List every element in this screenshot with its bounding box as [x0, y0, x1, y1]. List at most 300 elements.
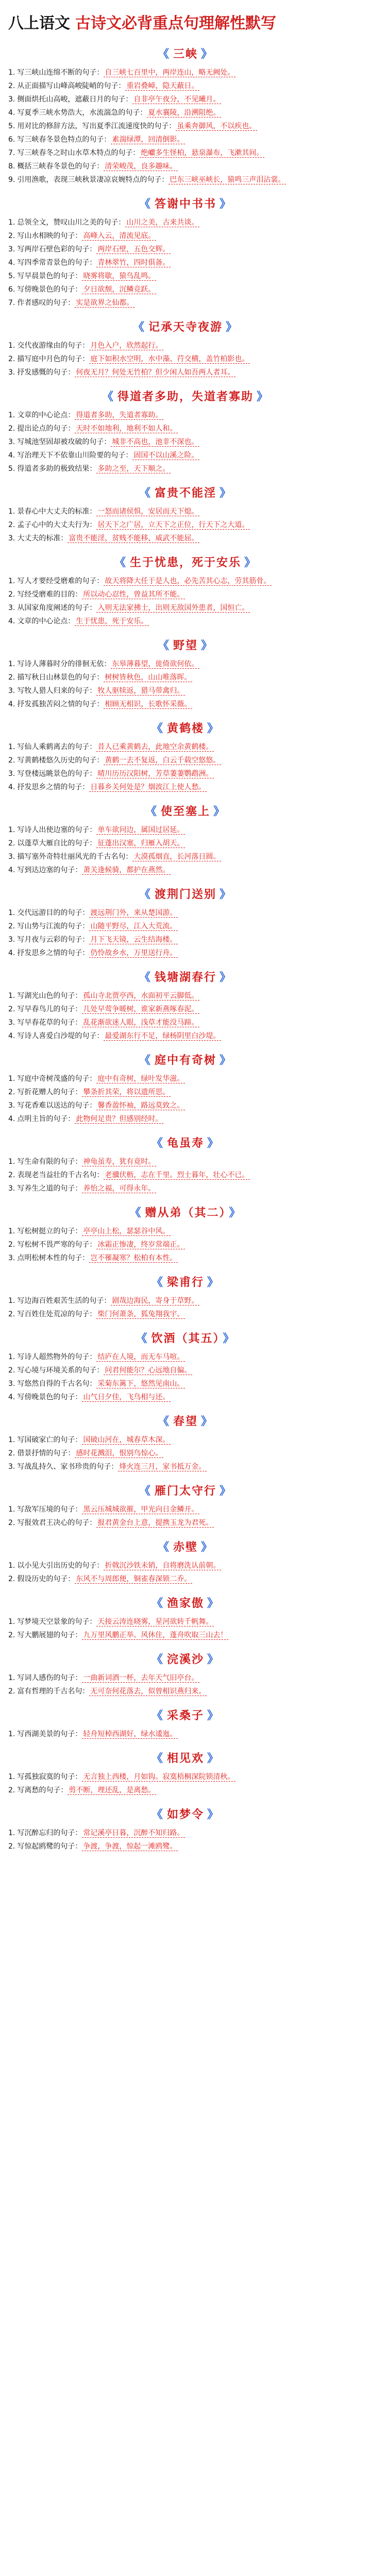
question-number: 2. — [8, 1310, 15, 1318]
question-item — [8, 920, 363, 933]
question-number: 3. — [8, 853, 15, 861]
section-title-text: 记承天寺夜游 — [148, 320, 223, 334]
answer-text: 报君黄金台上意，提携玉龙为君死。 — [97, 1519, 213, 1527]
question-item — [8, 1295, 363, 1307]
question-text: 写牧人猎人归来的句子： — [17, 687, 97, 695]
question-item — [8, 1827, 363, 1839]
title-bracket-left: 《 — [132, 320, 145, 334]
question-number: 1. — [8, 1618, 15, 1626]
question-text: 写山势与江流的句子： — [17, 922, 90, 930]
question-text: 写早晨景色的句子： — [17, 272, 82, 280]
title-bracket-right: 》 — [220, 1054, 232, 1067]
answer-text: 争渡，争渡，惊起一滩鸥鹭。 — [83, 1842, 177, 1851]
question-number: 5. — [8, 465, 15, 473]
section-title — [8, 1806, 363, 1822]
question-number: 1. — [8, 218, 15, 227]
question-item — [8, 754, 363, 767]
answer-text: 东风不与周郎便，铜雀春深锁二乔。 — [76, 1575, 192, 1583]
question-text: 描写庭中月色的句子： — [17, 355, 90, 363]
question-text: 写养生之道的句子： — [17, 1184, 82, 1193]
answer-text: 多助之至，天下顺之。 — [97, 465, 170, 473]
title-bracket-left: 《 — [151, 1808, 164, 1821]
question-number: 3. — [8, 534, 15, 543]
question-number: 2. — [8, 839, 15, 848]
title-bracket-right: 》 — [201, 1415, 214, 1428]
answer-text: 感时花溅泪，恨别鸟惊心。 — [76, 1449, 163, 1458]
answer-text: 亭亭山上松，瑟瑟谷中风。 — [83, 1227, 170, 1235]
question-item — [8, 1239, 363, 1251]
question-item — [8, 1517, 363, 1529]
answer-text: 剧哉边海民，寄身于草野。 — [112, 1297, 199, 1305]
section-title-text: 浣溪沙 — [166, 1653, 204, 1666]
question-number: 3. — [8, 1101, 15, 1110]
question-text: 文章的中心论点： — [17, 617, 75, 625]
title-bracket-right: 》 — [207, 722, 220, 735]
section-title-text: 庭中有奇树 — [154, 1054, 216, 1067]
page-header — [8, 5, 363, 38]
answer-text: 黑云压城城欲摧，甲光向日金鳞开。 — [83, 1505, 199, 1514]
answer-text: 黄鹤一去不复返，白云千载空悠悠。 — [105, 756, 221, 765]
question-text: 写松树挺立的句子： — [17, 1227, 82, 1235]
answer-text: 两岸石壁，五色交辉。 — [97, 245, 170, 253]
answer-text: 一曲新词酒一杯，去年天气旧亭台。 — [83, 1674, 199, 1682]
poem-section — [8, 886, 363, 959]
answer-text: 乱花渐欲迷人眼，浅草才能没马蹄。 — [83, 1019, 199, 1027]
question-text: 写傍晚景色的句子： — [17, 285, 82, 294]
question-number: 8. — [8, 162, 15, 171]
answer-text: 仍怜故乡水，万里送行舟。 — [90, 949, 177, 957]
question-item — [8, 1391, 363, 1403]
question-text: 写惊起鸥鹭的句子： — [17, 1842, 82, 1851]
question-number: 2. — [8, 1449, 15, 1458]
question-item — [8, 588, 363, 601]
question-number: 1. — [8, 507, 15, 516]
section-title-text: 赤壁 — [173, 1540, 198, 1554]
question-item — [8, 1784, 363, 1797]
question-item — [8, 1308, 363, 1320]
question-text: 引用渔歌，表现三峡秋景凄凉哀婉特点的句子： — [17, 176, 169, 184]
question-text: 写诗人出使边塞的句子： — [17, 826, 97, 834]
answer-text: 结庐在人境，而无车马喧。 — [97, 1353, 184, 1361]
question-text: 得道者多助的极致结果： — [17, 465, 97, 473]
question-item — [8, 1351, 363, 1363]
question-item — [8, 602, 363, 614]
question-number: 2. — [8, 232, 15, 240]
section-title — [8, 720, 363, 736]
poem-section — [8, 1482, 363, 1529]
section-title — [8, 1204, 363, 1220]
section-title — [8, 388, 363, 404]
answer-text: 城非不高也，池非不深也。 — [112, 438, 199, 446]
poem-section — [8, 720, 363, 793]
question-text: 从正面描写山峰高峻陡峭的句子： — [17, 82, 126, 90]
title-bracket-left: 《 — [151, 1752, 164, 1765]
question-text: 写松树不畏严寒的句子： — [17, 1241, 97, 1249]
title-bracket-left: 《 — [139, 1484, 151, 1498]
answer-text: 采菊东篱下，悠然见南山。 — [97, 1380, 184, 1388]
poem-section — [8, 1750, 363, 1797]
answer-text: 孤山寺北贾亭西，水面初平云脚低。 — [83, 992, 199, 1000]
question-number: 4. — [8, 783, 15, 791]
section-title-text: 春望 — [173, 1415, 198, 1428]
question-number: 1. — [8, 826, 15, 834]
question-number: 7. — [8, 299, 15, 307]
title-bracket-right: 》 — [207, 1709, 220, 1722]
poem-section — [8, 1134, 363, 1195]
question-text: 点明松树本性的句子： — [17, 1254, 90, 1262]
question-text: 写经受磨难的目的： — [17, 590, 82, 599]
answer-text: 山随平野尽，江入大荒流。 — [90, 922, 177, 930]
answer-text: 剪不断，理还乱，是离愁。 — [69, 1786, 156, 1794]
answer-text: 烽火连三月，家书抵万金。 — [119, 1463, 206, 1471]
question-number: 3. — [8, 1019, 15, 1027]
section-title — [8, 1482, 363, 1498]
question-number: 1. — [8, 1674, 15, 1682]
title-bracket-left: 《 — [114, 556, 127, 569]
answer-text: 月色入户，欣然起行。 — [90, 342, 163, 350]
question-number: 3. — [8, 95, 15, 104]
section-title-text: 野望 — [173, 639, 198, 652]
title-bracket-right: 》 — [207, 1276, 220, 1289]
question-number: 9. — [8, 176, 15, 184]
title-bracket-left: 《 — [151, 1709, 164, 1722]
question-text: 写孤独寂寞的句子： — [17, 1773, 82, 1781]
question-text: 写早春花草的句子： — [17, 1019, 82, 1027]
question-text: 提出论点的句子： — [17, 425, 75, 433]
question-number: 2. — [8, 1842, 15, 1851]
question-number: 2. — [8, 756, 15, 765]
title-bracket-right: 》 — [220, 888, 232, 901]
answer-text: 所以动心忍性，曾益其所不能。 — [83, 590, 184, 599]
question-text: 抒发孤独苦闷之情的句子： — [17, 700, 104, 708]
title-bracket-left: 《 — [139, 486, 151, 500]
answer-text: 轻舟短棹西湖好，绿水逶迤。 — [83, 1730, 177, 1738]
question-text: 抒发思乡之情的句子： — [17, 783, 90, 791]
question-number: 4. — [8, 866, 15, 874]
question-text: 作者感叹的句子： — [17, 299, 75, 307]
question-number: 2. — [8, 1687, 15, 1696]
question-number: 5. — [8, 272, 15, 280]
question-item — [8, 160, 363, 173]
question-item — [8, 1030, 363, 1042]
question-number: 1. — [8, 342, 15, 350]
question-text: 描写秋日山林景色的句子： — [17, 673, 104, 682]
question-number: 2. — [8, 922, 15, 930]
question-text: 景春心中大丈夫的标准： — [17, 507, 97, 516]
title-bracket-right: 》 — [229, 1206, 242, 1219]
question-number: 1. — [8, 1227, 15, 1235]
title-bracket-right: 》 — [220, 1484, 232, 1498]
question-number: 1. — [8, 1562, 15, 1570]
answer-text: 固国不以山溪之险。 — [133, 451, 199, 460]
question-text: 写折花赠人的句子： — [17, 1088, 82, 1096]
title-bracket-left: 《 — [129, 1206, 142, 1219]
question-number: 2. — [8, 1005, 15, 1013]
poem-section — [8, 1806, 363, 1853]
answer-text: 得道者多助，失道者寡助。 — [76, 411, 163, 419]
section-title — [8, 803, 363, 819]
question-number: 3. — [8, 245, 15, 253]
question-text: 写治理天下不依靠山川险要的句子： — [17, 451, 133, 460]
answer-text: 几处早莺争暖树，谁家新燕啄春泥。 — [83, 1005, 199, 1013]
page-subtitle: 古诗文必背重点句理解性默写 — [75, 14, 276, 32]
question-text: 写悠然自得的千古名句： — [17, 1380, 97, 1388]
section-title — [8, 1274, 363, 1290]
answer-text: 昔人已乘黄鹤去，此地空余黄鹤楼。 — [97, 743, 213, 751]
answer-text: 折戟沉沙铁未销，自将磨洗认前朝。 — [105, 1562, 221, 1570]
question-number: 1. — [8, 1436, 15, 1444]
section-title — [8, 484, 363, 500]
question-item — [8, 93, 363, 106]
question-number: 2. — [8, 1519, 15, 1527]
title-bracket-left: 《 — [157, 47, 170, 61]
section-title — [8, 1413, 363, 1429]
answer-text: 东皋薄暮望，徙倚欲何依。 — [112, 660, 199, 668]
question-item — [8, 1225, 363, 1238]
poem-section — [8, 318, 363, 379]
question-text: 写三峡春冬之时山水草木特点的句子： — [17, 149, 140, 157]
question-number: 4. — [8, 1115, 15, 1123]
section-title — [8, 1052, 363, 1067]
title-bracket-left: 《 — [157, 1540, 170, 1554]
answer-text: 牧人驱犊返，猎马带禽归。 — [97, 687, 184, 695]
question-number: 2. — [8, 1786, 15, 1794]
page-title: 八上语文 — [8, 14, 70, 32]
answer-text: 单车欲问边，属国过居延。 — [97, 826, 184, 834]
question-text: 从国家角度阐述的句子： — [17, 604, 97, 612]
question-text: 交代远游目的的句子： — [17, 909, 90, 917]
question-number: 4. — [8, 1032, 15, 1040]
section-title — [8, 1330, 363, 1346]
section-title — [8, 45, 363, 61]
answer-text: 此物何足贵？但感别经时。 — [76, 1115, 163, 1123]
section-title-text: 赠从弟（其二） — [145, 1206, 226, 1219]
question-number: 3. — [8, 368, 15, 377]
question-item — [8, 297, 363, 309]
answer-text: 月下飞天镜，云生结海楼。 — [90, 936, 177, 944]
question-number: 2. — [8, 82, 15, 90]
answer-text: 常记溪亭日暮，沉醉不知归路。 — [83, 1829, 184, 1837]
section-title — [8, 554, 363, 570]
question-item — [8, 851, 363, 863]
question-number: 1. — [8, 1505, 15, 1514]
question-item — [8, 449, 363, 462]
question-item — [8, 1629, 363, 1641]
question-number: 6. — [8, 135, 15, 144]
question-item — [8, 741, 363, 753]
title-bracket-right: 》 — [207, 1653, 220, 1666]
question-text: 写报效君王决心的句子： — [17, 1519, 97, 1527]
question-text: 假设历史的句子： — [17, 1575, 75, 1583]
title-bracket-left: 《 — [157, 639, 170, 652]
question-item — [8, 147, 363, 159]
question-number: 2. — [8, 1575, 15, 1583]
question-number: 2. — [8, 1631, 15, 1639]
question-text: 写诗人薄暮时分的徘徊无依： — [17, 660, 111, 668]
question-number: 2. — [8, 590, 15, 599]
section-title — [8, 1750, 363, 1766]
answer-text: 夕日欲颓，沉鳞竞跃。 — [83, 285, 156, 294]
question-number: 3. — [8, 936, 15, 944]
question-text: 写四季常青景色的句子： — [17, 259, 97, 267]
question-item — [8, 1503, 363, 1516]
question-item — [8, 1461, 363, 1473]
question-text: 以蓬草大雁自比的句子： — [17, 839, 97, 848]
answer-text: 柴门何萧条，狐兔翔我宇。 — [97, 1310, 184, 1318]
question-item — [8, 1728, 363, 1740]
question-item — [8, 1099, 363, 1112]
section-title — [8, 637, 363, 653]
question-number: 1. — [8, 1773, 15, 1781]
question-item — [8, 671, 363, 684]
answer-text: 天接云涛连晓雾，星河欲转千帆舞。 — [97, 1618, 213, 1626]
question-number: 4. — [8, 700, 15, 708]
question-text: 孟子心中的大丈夫行为： — [17, 521, 97, 529]
sections-container — [8, 45, 363, 1853]
answer-text: 征蓬出汉塞，归雁入胡天。 — [97, 839, 184, 848]
section-title-text: 渡荆门送别 — [154, 888, 216, 901]
question-item — [8, 174, 363, 186]
question-item — [8, 1560, 363, 1572]
answer-text: 天时不如地利，地利不如人和。 — [76, 425, 177, 433]
question-item — [8, 1573, 363, 1585]
question-item — [8, 463, 363, 475]
question-item — [8, 1016, 363, 1029]
question-number: 2. — [8, 425, 15, 433]
answer-text: 一怒而诸侯惧，安居而天下熄。 — [97, 507, 199, 516]
answer-text: 绝巘多生怪柏，悬泉瀑布，飞漱其间。 — [141, 149, 264, 157]
question-text: 点明主旨的句子： — [17, 1115, 75, 1123]
question-text: 写到达边塞的句子： — [17, 866, 82, 874]
question-number: 4. — [8, 617, 15, 625]
title-bracket-right: 》 — [220, 197, 232, 211]
poem-section — [8, 484, 363, 545]
answer-text: 日暮乡关何处是？烟波江上使人愁。 — [90, 783, 206, 791]
question-text: 写花香难以送达的句子： — [17, 1101, 97, 1110]
question-item — [8, 107, 363, 119]
question-text: 写山水相映的句子： — [17, 232, 82, 240]
poem-section — [8, 969, 363, 1042]
section-title-text: 采桑子 — [166, 1709, 204, 1722]
answer-text: 攀条折其荣，将以遗所思。 — [83, 1088, 170, 1096]
answer-text: 青林翠竹，四时俱备。 — [97, 259, 170, 267]
question-item — [8, 283, 363, 296]
answer-text: 山川之美，古来共谈。 — [126, 218, 199, 227]
question-number: 1. — [8, 1158, 15, 1166]
title-bracket-right: 》 — [201, 639, 214, 652]
question-text: 写城池坚固却被攻破的句子： — [17, 438, 111, 446]
answer-text: 庭下如积水空明，水中藻、荇交横，盖竹柏影也。 — [90, 355, 249, 363]
question-text: 借景抒情的句子： — [17, 1449, 75, 1458]
question-item — [8, 257, 363, 269]
title-bracket-right: 》 — [220, 486, 232, 500]
question-text: 交代夜游缘由的句子： — [17, 342, 90, 350]
question-item — [8, 133, 363, 146]
section-title-text: 得道者多助，失道者寡助 — [117, 390, 254, 403]
answer-text: 萧关逢候骑，都护在燕然。 — [83, 866, 170, 874]
question-text: 抒发感慨的句子： — [17, 368, 75, 377]
question-number: 1. — [8, 1829, 15, 1837]
question-item — [8, 1113, 363, 1125]
answer-text: 自非亭午夜分，不见曦月。 — [133, 95, 221, 104]
question-item — [8, 353, 363, 365]
question-item — [8, 907, 363, 919]
question-number: 1. — [8, 660, 15, 668]
question-number: 4. — [8, 109, 15, 117]
answer-text: 虽乘奔御风，不以疾也。 — [177, 122, 257, 130]
question-number: 1. — [8, 743, 15, 751]
question-item — [8, 1685, 363, 1698]
question-number: 2. — [8, 1171, 15, 1179]
answer-text: 巴东三峡巫峡长，猿鸣三声泪沾裳。 — [170, 176, 285, 184]
poem-section — [8, 1595, 363, 1641]
answer-text: 富贵不能淫，贫贱不能移，威武不能屈。 — [69, 534, 199, 543]
question-text: 写大鹏展翅的句子： — [17, 1631, 82, 1639]
question-item — [8, 80, 363, 92]
question-item — [8, 366, 363, 379]
section-title-text: 富贵不能淫 — [154, 486, 216, 500]
title-bracket-right: 》 — [207, 1597, 220, 1610]
question-text: 写诗人喜爱白沙堤的句子： — [17, 1032, 104, 1040]
title-bracket-right: 》 — [244, 556, 257, 569]
answer-text: 入则无法家拂士，出则无敌国外患者，国恒亡。 — [97, 604, 249, 612]
question-text: 写黄鹤楼悠久历史的句子： — [17, 756, 104, 765]
section-title-text: 三峡 — [173, 47, 198, 61]
answer-text: 无可奈何花落去，似曾相识燕归来。 — [90, 1687, 206, 1696]
poem-section — [8, 45, 363, 186]
question-item — [8, 532, 363, 545]
question-number: 2. — [8, 1366, 15, 1375]
question-number: 1. — [8, 909, 15, 917]
question-item — [8, 837, 363, 850]
question-item — [8, 519, 363, 531]
question-number: 4. — [8, 1393, 15, 1401]
question-item — [8, 340, 363, 352]
question-item — [8, 824, 363, 836]
question-text: 描写塞外奇特壮丽风光的千古名句： — [17, 853, 133, 861]
question-text: 用对比的修辞方法，写出夏季江流速度快的句子： — [17, 122, 176, 130]
question-item — [8, 1252, 363, 1264]
title-bracket-left: 《 — [139, 888, 151, 901]
poem-section — [8, 1204, 363, 1264]
question-item — [8, 230, 363, 242]
answer-text: 庭中有奇树，绿叶发华滋。 — [97, 1075, 184, 1083]
question-text: 写沉醉忘归的句子： — [17, 1829, 82, 1837]
question-number: 2. — [8, 1241, 15, 1249]
question-item — [8, 409, 363, 421]
answer-text: 无言独上西楼，月如钩。寂寞梧桐深院锁清秋。 — [83, 1773, 235, 1781]
poem-section — [8, 1274, 363, 1320]
section-title-text: 渔家傲 — [166, 1597, 204, 1610]
question-item — [8, 698, 363, 710]
answer-text: 养怡之福，可得永年。 — [83, 1184, 156, 1193]
answer-text: 晴川历历汉阳树，芳草萋萋鹦鹉洲。 — [97, 770, 213, 778]
question-text: 写早春鸟儿的句子： — [17, 1005, 82, 1013]
question-number: 5. — [8, 122, 15, 130]
answer-text: 问君何能尔？心远地自偏。 — [105, 1366, 192, 1375]
question-number: 2. — [8, 355, 15, 363]
question-item — [8, 685, 363, 697]
question-number: 2. — [8, 1088, 15, 1096]
question-text: 大丈夫的标准： — [17, 534, 68, 543]
question-item — [8, 1840, 363, 1853]
answer-text: 居天下之广居，立天下之正位，行天下之大道。 — [97, 521, 249, 529]
question-number: 3. — [8, 1380, 15, 1388]
question-item — [8, 990, 363, 1002]
question-item — [8, 615, 363, 628]
question-item — [8, 1616, 363, 1628]
title-bracket-right: 》 — [223, 1332, 235, 1345]
